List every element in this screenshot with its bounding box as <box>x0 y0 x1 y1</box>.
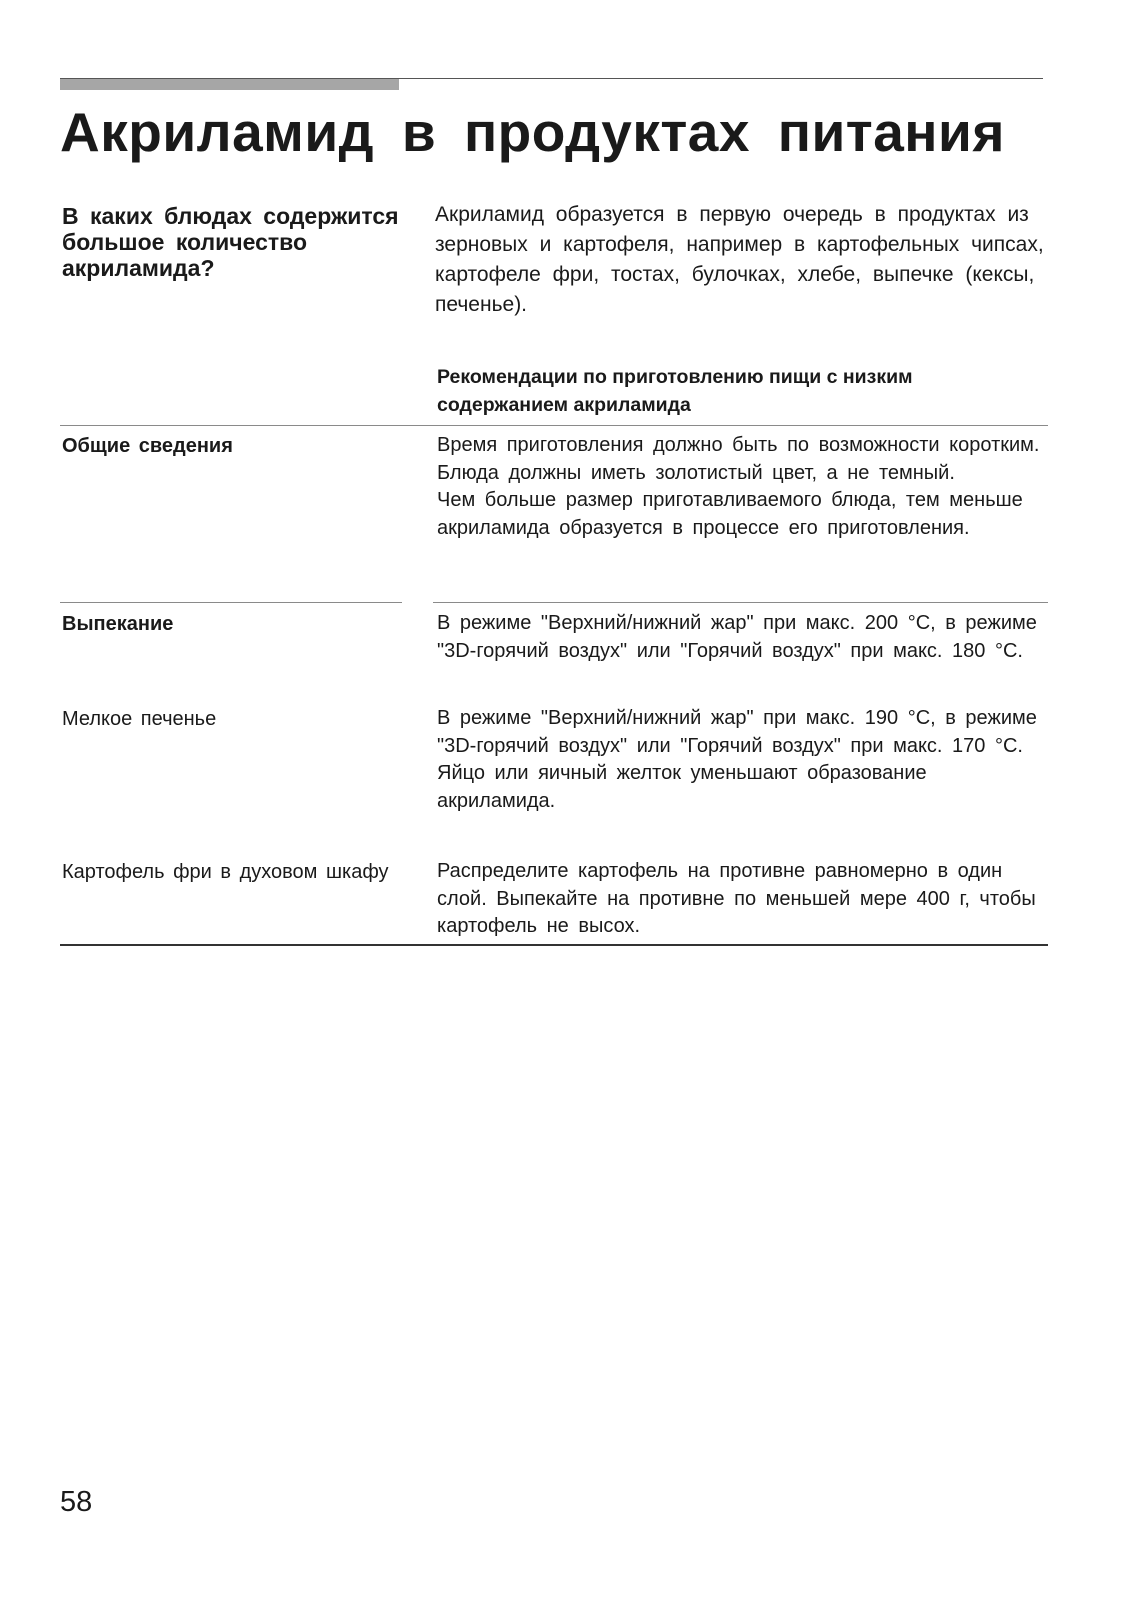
row-divider-left <box>60 602 402 603</box>
row-label-general: Общие сведения <box>62 435 233 457</box>
page-title: Акриламид в продуктах питания <box>60 101 1005 163</box>
header-accent-bar <box>60 79 399 90</box>
table-bottom-rule <box>60 944 1048 946</box>
paragraph: Время приготовления должно быть по возможности коротким. <box>437 434 1040 456</box>
row-text-baking <box>437 610 1047 665</box>
paragraph: В режиме "Верхний/нижний жар" при макс. 190 °C, в режиме "3D-горячий воздух" или "Горячий воздух" при макс. 170 °C. <box>437 707 1037 757</box>
row-label-cookies: Мелкое печенье <box>62 708 217 730</box>
page-number: 58 <box>60 1486 93 1518</box>
paragraph: Яйцо или яичный желток уменьшают образование акриламида. <box>437 762 927 812</box>
row-text-cookies <box>437 705 1047 815</box>
recommendations-heading: Рекомендации по приготовлению пищи с низким содержанием акриламида <box>437 366 913 416</box>
intro-question: В каких блюдах содержится большое количество акриламида? <box>62 203 399 281</box>
paragraph: В режиме "Верхний/нижний жар" при макс. 200 °C, в режиме "3D-горячий воздух" или "Горячий воздух" при макс. 180 °C. <box>437 612 1037 662</box>
intro-answer: Акриламид образуется в первую очередь в продуктах из зерновых и картофеля, например в картофельных чипсах, картофеле фри, тостах, булочках, хлебе, выпечке (кексы, печенье). <box>435 203 1044 316</box>
row-label-baking: Выпекание <box>62 613 174 635</box>
paragraph: Блюда должны иметь золотистый цвет, а не темный. <box>437 461 955 484</box>
row-text-fries <box>437 858 1047 941</box>
paragraph: Чем больше размер приготавливаемого блюда, тем меньше акриламида образуется в процессе его приготовления. <box>437 489 1023 539</box>
row-divider-right <box>433 602 1048 603</box>
row-label-fries: Картофель фри в духовом шкафу <box>62 861 389 883</box>
row-text-general <box>437 432 1047 542</box>
table-top-rule <box>60 425 1048 426</box>
paragraph: Распределите картофель на противне равномерно в один слой. Выпекайте на противне по меньшей мере 400 г, чтобы картофель не высох. <box>437 860 1036 937</box>
